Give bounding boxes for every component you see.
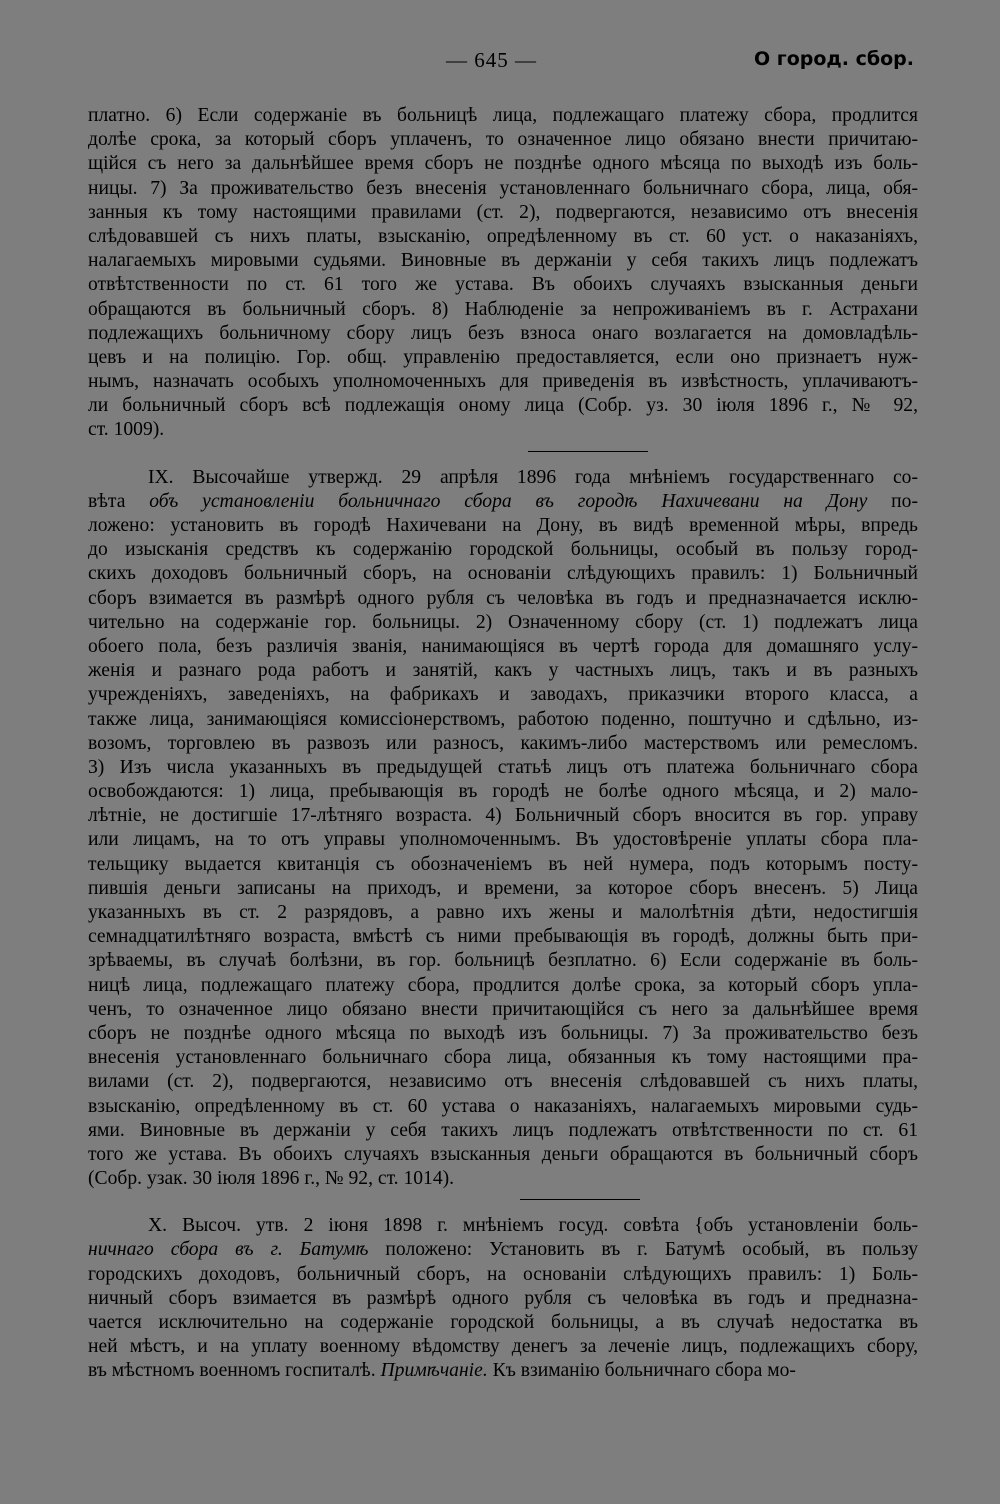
text-line: IX. Высочайше утвержд. 29 апрѣля 1896 года мнѣніемъ государственнаго со-	[148, 466, 918, 488]
running-head: О город. сбор.	[754, 48, 914, 70]
text-line: долѣе срока, за который сборъ уплаченъ, то означенное лицо обязано внести причитаю-	[88, 129, 918, 151]
text-line: отвѣтственности по ст. 61 того же устава. Въ обоихъ случаяхъ взысканныя деньги	[88, 274, 918, 296]
text-line: ченъ, то означенное лицо обязано внести причитающійся съ него за дальнѣйшее время	[88, 998, 918, 1020]
italic-title: Примѣчаніе.	[380, 1360, 488, 1382]
text-line: ничнаго сбора въ г. Батумѣ положено: Установить въ г. Батумѣ особый, въ пользу	[88, 1239, 918, 1261]
section-divider	[528, 451, 648, 452]
text-line: до изысканія средствъ къ содержанію городской больницы, особый въ пользу город-	[88, 539, 918, 561]
text-line: обоего пола, безъ различія званія, нанимающіяся въ чертѣ города для домашняго услу-	[88, 635, 918, 657]
text-line: ницѣ лица, подлежащаго платежу сбора, продлится долѣе срока, за который сборъ упла-	[88, 974, 918, 996]
text-line: 3) Изъ числа указанныхъ въ предыдущей статьѣ лицъ отъ платежа больничнаго сбора	[88, 756, 918, 778]
text-line: того же устава. Въ обоихъ случаяхъ взысканныя деньги обращаются въ больничный сборъ	[88, 1143, 918, 1165]
text-line: сборъ взимается въ размѣрѣ одного рубля съ человѣка въ годъ и предназначается исклю-	[88, 587, 918, 609]
paragraph-astrakhan-continuation	[88, 104, 918, 443]
italic-title: ничнаго сбора въ г. Батумѣ	[88, 1239, 369, 1261]
text-line: пившія деньги записаны на приходъ, и времени, за которое сборъ внесенъ. 5) Лица	[88, 877, 918, 899]
text-line: ложено: установить въ городѣ Нахичевани на Дону, въ видѣ временной мѣры, впредь	[88, 515, 918, 536]
text-line: платно. 6) Если содержаніе въ больницѣ лица, подлежащаго платежу сбора, продлится	[88, 105, 918, 126]
text-line: чительно на содержаніе гор. больницы. 2) Означенному сбору (ст. 1) подлежатъ лица	[88, 611, 918, 633]
page-header	[0, 44, 1000, 80]
text-line: возомъ, торговлею въ развозъ или разносъ, какимъ-либо мастерствомъ или ремесломъ.	[88, 732, 918, 754]
section-divider	[520, 1199, 640, 1200]
text-line: скихъ доходовъ больничный сборъ, на основаніи слѣдующихъ правилъ: 1) Больничный	[88, 563, 918, 585]
text-line: въ мѣстномъ военномъ госпиталѣ. Примѣчаніе. Къ взиманію больничнаго сбора мо-	[88, 1360, 796, 1382]
text-line: также лица, занимающіяся комиссіонерствомъ, работою поденно, поштучно и сдѣльно, из-	[88, 708, 918, 730]
text-line: освобождаются: 1) лица, пребывающія въ городѣ не болѣе одного мѣсяца, и 2) мало-	[88, 781, 918, 803]
text-line: внесенія установленнаго больничнаго сбора лица, обязанныя къ тому настоящими пра-	[88, 1047, 918, 1069]
text-line: женія и разнаго рода работъ и занятій, какъ у частныхъ лицъ, такъ и въ разныхъ	[88, 660, 918, 682]
paragraph-section-x	[88, 1214, 918, 1383]
body-text	[88, 104, 918, 1384]
text-line: чается исключительно на содержаніе городской больницы, а въ случаѣ недостатка въ	[88, 1312, 918, 1333]
text-line: вилами (ст. 2), подвергаются, независимо отъ внесенія слѣдовавшей съ нихъ платы,	[88, 1071, 918, 1093]
text-line: ли больничный сборъ всѣ подлежащія оному лица (Собр. уз. 30 іюля 1896 г., № 92,	[88, 395, 918, 417]
text-line: лѣтніе, не достигшіе 17-лѣтняго возраста. 4) Больничный сборъ вносится въ гор. управу	[88, 805, 918, 827]
text-line: ст. 1009).	[88, 419, 165, 441]
text-line: зрѣваемы, въ случаѣ болѣзни, въ гор. больницѣ безплатно. 6) Если содержаніе въ боль-	[88, 950, 918, 972]
text-line: ницы. 7) За проживательство безъ внесенія установленнаго больничнаго сбора, лица, обя-	[88, 177, 918, 199]
text-line: X. Высоч. утв. 2 іюня 1898 г. мнѣніемъ госуд. совѣта {объ установленіи боль-	[148, 1215, 918, 1237]
text-line: налагаемыхъ мировыми судьями. Виновные въ держаніи у себя такихъ лицъ подлежатъ	[88, 250, 918, 272]
paragraph-section-ix	[88, 466, 918, 1192]
text-line: учрежденіяхъ, заведеніяхъ, на фабрикахъ и заводахъ, приказчики второго класса, а	[88, 684, 918, 706]
text-line: ями. Виновные въ держаніи у себя такихъ лицъ подлежатъ отвѣтственности по ст. 61	[88, 1119, 918, 1141]
text-line: городскихъ доходовъ, больничный сборъ, на основаніи слѣдующихъ правилъ: 1) Боль-	[88, 1263, 918, 1285]
text-line: ничный сборъ взимается въ размѣрѣ одного рубля съ человѣка въ годъ и предназна-	[88, 1287, 918, 1309]
text-line: щійся съ него за дальнѣйшее время сборъ не позднѣе одного мѣсяца по выходѣ изъ боль-	[88, 153, 918, 175]
text-line: тельщику выдается квитанція съ обозначеніемъ въ ней нумера, подъ которымъ посту-	[88, 853, 918, 875]
text-line: нымъ, назначать особыхъ уполномоченныхъ для приведенія въ извѣстность, уплачиваютъ-	[88, 371, 918, 393]
page-number: — 645 —	[446, 48, 537, 72]
text-line: взысканію, опредѣленному въ ст. 60 устава о наказаніяхъ, налагаемыхъ мировыми судь-	[88, 1095, 918, 1117]
text-line: семнадцатилѣтняго возраста, вмѣстѣ съ ними пребывающія въ городѣ, должны быть при-	[88, 926, 918, 948]
italic-title: объ установленіи больничнаго сбора въ городѣ Нахичевани на Дону	[149, 490, 868, 512]
text-line: подлежащихъ больничному сбору лицъ безъ взноса онаго возлагается на домовладѣль-	[88, 322, 918, 344]
text-line: вѣта объ установленіи больничнаго сбора въ городѣ Нахичевани на Дону по-	[88, 490, 918, 512]
text-line: или лицамъ, на то отъ управы уполномоченнымъ. Въ удостовѣреніе уплаты сбора пла-	[88, 829, 918, 851]
text-line: указанныхъ въ ст. 2 разрядовъ, а равно ихъ жены и малолѣтнія дѣти, недостигшія	[88, 902, 918, 923]
text-line: (Собр. узак. 30 іюля 1896 г., № 92, ст. 1014).	[88, 1168, 455, 1190]
text-line: слѣдовавшей съ нихъ платы, взысканію, опредѣленному въ ст. 60 уст. о наказаніяхъ,	[88, 225, 918, 247]
text-line: ней мѣстъ, и на уплату военному вѣдомству денегъ за леченіе лицъ, подлежащихъ сбору,	[88, 1336, 918, 1358]
text-line: занныя къ тому настоящими правилами (ст. 2), подвергаются, независимо отъ внесенія	[88, 201, 918, 223]
text-line: сборъ не позднѣе одного мѣсяца по выходѣ изъ больницы. 7) За проживательство безъ	[88, 1022, 918, 1044]
text-line: обращаются въ больничный сборъ. 8) Наблюденіе за непроживаніемъ въ г. Астрахани	[88, 298, 918, 320]
text-line: цевъ и на полицію. Гор. общ. управленію предоставляется, если оно признаетъ нуж-	[88, 346, 918, 368]
